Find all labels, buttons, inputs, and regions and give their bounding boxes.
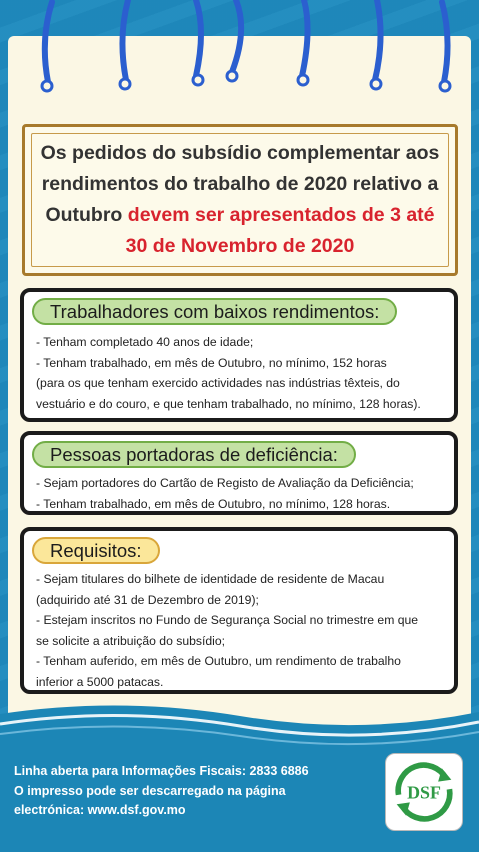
section-body — [36, 569, 446, 692]
list-item: - Tenham trabalhado, em mês de Outubro, no mínimo, 152 horas — [36, 355, 387, 370]
tax-hotline: Linha aberta para Informações Fiscais: 2833 6886 — [14, 764, 309, 778]
list-item: vestuário e do couro, e que tenham trabalhado, no mínimo, 128 horas). — [36, 396, 421, 411]
title-main: Os pedidos do subsídio complementar aos rendimentos do trabalho de 2020 relativo a Outubro — [40, 142, 440, 226]
notebook-rings-icon — [0, 0, 479, 100]
section-disability — [20, 431, 458, 515]
section-heading: Trabalhadores com baixos rendimentos: — [32, 298, 397, 325]
website-link[interactable]: electrónica: www.dsf.gov.mo — [14, 803, 186, 817]
section-body — [36, 473, 446, 514]
section-heading: Pessoas portadoras de deficiência: — [32, 441, 356, 468]
dsf-logo — [385, 753, 463, 831]
section-heading: Requisitos: — [32, 537, 160, 564]
title-frame — [22, 124, 458, 276]
page-title — [39, 138, 441, 262]
section-body — [36, 332, 446, 414]
title-highlight: devem ser apresentados de 3 até 30 de Novembro de 2020 — [125, 204, 435, 257]
wave-decoration-icon — [0, 700, 479, 756]
logo-text: DSF — [407, 782, 441, 803]
section-low-income — [20, 288, 458, 422]
list-item: - Tenham trabalhado, em mês de Outubro, no mínimo, 128 horas. — [36, 496, 391, 511]
list-item: (adquirido até 31 de Dezembro de 2019); — [36, 592, 259, 607]
list-item: inferior a 5000 patacas. — [36, 674, 164, 689]
list-item: - Tenham auferido, em mês de Outubro, um rendimento de trabalho — [36, 654, 401, 668]
list-item: - Tenham completado 40 anos de idade; — [36, 335, 254, 349]
dsf-logo-icon — [391, 759, 457, 825]
footer-info — [14, 762, 354, 821]
list-item: - Sejam portadores do Cartão de Registo de Avaliação da Deficiência; — [36, 476, 414, 490]
section-requirements — [20, 527, 458, 694]
download-note: O impresso pode ser descarregado na página — [14, 783, 286, 798]
list-item: - Estejam inscritos no Fundo de Segurança Social no trimestre em que — [36, 613, 419, 627]
list-item: se solicite a atribuição do subsídio; — [36, 633, 226, 648]
list-item: - Sejam titulares do bilhete de identidade de residente de Macau — [36, 572, 385, 586]
list-item: (para os que tenham exercido actividades nas indústrias têxteis, do — [36, 376, 400, 390]
